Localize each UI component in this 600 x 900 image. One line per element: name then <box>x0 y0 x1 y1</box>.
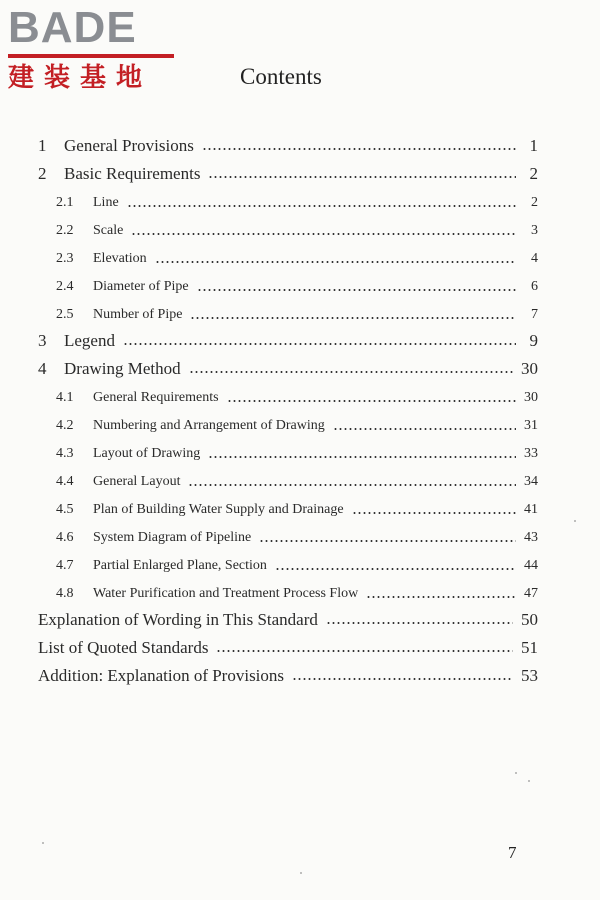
toc-entry-2[interactable] <box>38 163 538 185</box>
toc-entry-title: Scale <box>93 223 124 238</box>
toc-entry-page: 9 <box>529 331 538 350</box>
toc-entry-4-2[interactable] <box>56 416 538 436</box>
toc-entry-1[interactable] <box>38 135 538 157</box>
dot-leader <box>216 650 513 652</box>
toc-entry-page: 34 <box>524 474 538 489</box>
dot-leader <box>326 622 513 624</box>
toc-entry-page: 4 <box>531 251 538 266</box>
toc-entry-title: Drawing Method <box>64 359 181 378</box>
dot-leader <box>208 176 516 178</box>
dot-leader <box>227 400 516 402</box>
dot-leader <box>333 428 516 430</box>
toc-entry-title: Water Purification and Treatment Process Flow <box>93 586 359 601</box>
toc-entry-title: Addition: Explanation of Provisions <box>38 666 285 685</box>
toc-entry-page: 3 <box>531 223 538 238</box>
toc-entry-quoted-standards[interactable] <box>38 637 538 659</box>
scan-speck <box>528 780 530 782</box>
page-title: Contents <box>240 64 322 89</box>
toc-entry-page: 2 <box>531 195 538 210</box>
dot-leader <box>197 289 516 291</box>
toc-entry-number: 2.2 <box>56 223 74 238</box>
toc-entry-number: 2.5 <box>56 307 74 322</box>
scan-speck <box>574 520 576 522</box>
dot-leader <box>202 148 516 150</box>
dot-leader <box>366 596 516 598</box>
toc-entry-4-6[interactable] <box>56 528 538 548</box>
toc-entry-page: 1 <box>529 136 538 155</box>
toc-entry-explanation-of-provisions[interactable] <box>38 665 538 687</box>
toc-entry-number: 2.3 <box>56 251 74 266</box>
toc-entry-number: 4.8 <box>56 586 74 601</box>
toc-entry-page: 30 <box>524 390 538 405</box>
toc-entry-page: 30 <box>521 359 538 378</box>
toc-entry-title: Plan of Building Water Supply and Drainage <box>93 502 344 517</box>
toc-entry-title: Numbering and Arrangement of Drawing <box>93 418 325 433</box>
toc-entry-title: System Diagram of Pipeline <box>93 530 252 545</box>
toc-entry-4-4[interactable] <box>56 472 538 492</box>
toc-entry-title: Partial Enlarged Plane, Section <box>93 558 267 573</box>
toc-entry-page: 33 <box>524 446 538 461</box>
toc-entry-title: List of Quoted Standards <box>38 638 209 657</box>
dot-leader <box>131 233 516 235</box>
toc-entry-page: 44 <box>524 558 538 573</box>
toc-entry-number: 4.5 <box>56 502 74 517</box>
dot-leader <box>352 512 516 514</box>
toc-entry-title: Legend <box>64 331 115 350</box>
toc-entry-title: Line <box>93 195 119 210</box>
toc-entry-page: 7 <box>531 307 538 322</box>
dot-leader <box>127 205 516 207</box>
dot-leader <box>190 317 516 319</box>
scan-speck <box>42 842 44 844</box>
toc-entry-title: Basic Requirements <box>64 164 201 183</box>
toc-entry-4-1[interactable] <box>56 388 538 408</box>
toc-entry-title: Layout of Drawing <box>93 446 201 461</box>
toc-entry-number: 4.1 <box>56 390 74 405</box>
toc-entry-number: 2 <box>38 164 47 183</box>
dot-leader <box>123 343 516 345</box>
toc-entry-title: Explanation of Wording in This Standard <box>38 610 318 629</box>
toc-entry-title: General Requirements <box>93 390 219 405</box>
logo-divider <box>8 54 174 58</box>
toc-entry-4-8[interactable] <box>56 584 538 604</box>
page-number: 7 <box>508 843 517 862</box>
toc-entry-number: 3 <box>38 331 47 350</box>
table-of-contents <box>0 132 600 692</box>
dot-leader <box>208 456 516 458</box>
toc-entry-number: 2.4 <box>56 279 74 294</box>
scan-speck <box>300 872 302 874</box>
toc-entry-number: 4.2 <box>56 418 74 433</box>
toc-entry-page: 51 <box>521 638 538 657</box>
toc-entry-explanation-of-wording[interactable] <box>38 609 538 631</box>
toc-entry-number: 2.1 <box>56 195 74 210</box>
toc-entry-2-1[interactable] <box>56 193 538 213</box>
toc-entry-title: Elevation <box>93 251 147 266</box>
dot-leader <box>189 371 513 373</box>
toc-entry-number: 4.7 <box>56 558 74 573</box>
toc-entry-4-7[interactable] <box>56 556 538 576</box>
scan-speck <box>515 772 517 774</box>
toc-entry-4[interactable] <box>38 358 538 380</box>
toc-entry-page: 43 <box>524 530 538 545</box>
toc-entry-number: 4 <box>38 359 47 378</box>
toc-entry-number: 1 <box>38 136 47 155</box>
toc-entry-4-5[interactable] <box>56 500 538 520</box>
dot-leader <box>155 261 516 263</box>
toc-entry-page: 41 <box>524 502 538 517</box>
toc-entry-2-4[interactable] <box>56 277 538 297</box>
toc-entry-number: 4.4 <box>56 474 74 489</box>
toc-entry-title: Number of Pipe <box>93 307 183 322</box>
toc-entry-title: General Layout <box>93 474 181 489</box>
toc-entry-3[interactable] <box>38 330 538 352</box>
toc-entry-page: 47 <box>524 586 538 601</box>
toc-entry-title: Diameter of Pipe <box>93 279 189 294</box>
dot-leader <box>259 540 516 542</box>
toc-entry-4-3[interactable] <box>56 444 538 464</box>
logo <box>8 4 178 94</box>
logo-chinese-text: 建装基地 <box>8 63 153 93</box>
toc-entry-2-5[interactable] <box>56 305 538 325</box>
toc-entry-2-3[interactable] <box>56 249 538 269</box>
dot-leader <box>275 568 516 570</box>
toc-entry-number: 4.3 <box>56 446 74 461</box>
toc-entry-2-2[interactable] <box>56 221 538 241</box>
toc-entry-number: 4.6 <box>56 530 74 545</box>
dot-leader <box>188 484 516 486</box>
toc-entry-page: 6 <box>531 279 538 294</box>
toc-entry-page: 50 <box>521 610 538 629</box>
toc-entry-title: General Provisions <box>64 136 194 155</box>
logo-wordmark: BADE <box>8 3 137 52</box>
dot-leader <box>292 678 513 680</box>
toc-entry-page: 2 <box>529 164 538 183</box>
toc-entry-page: 31 <box>524 418 538 433</box>
toc-entry-page: 53 <box>521 666 538 685</box>
